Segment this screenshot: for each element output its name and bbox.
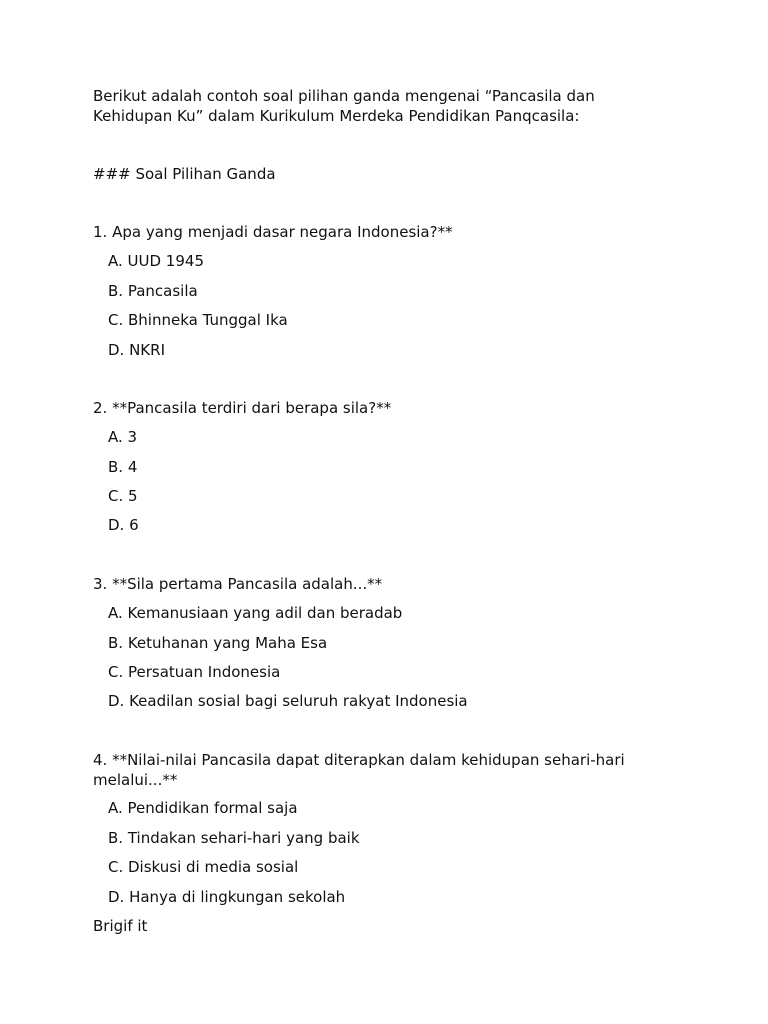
question-4-text: 4. **Nilai-nilai Pancasila dapat diterapkan dalam kehidupan sehari-hari melalui...** — [93, 751, 625, 789]
question-1-option-a: A. UUD 1945 — [108, 252, 204, 270]
question-1-option-c: C. Bhinneka Tunggal Ika — [108, 311, 288, 329]
question-4-option-d: D. Hanya di lingkungan sekolah — [108, 888, 346, 906]
question-4-option-c: C. Diskusi di media sosial — [108, 858, 299, 876]
question-3-option-b: B. Ketuhanan yang Maha Esa — [108, 634, 328, 652]
question-1-option-b: B. Pancasila — [108, 282, 198, 300]
intro-paragraph: Berikut adalah contoh soal pilihan ganda mengenai “Pancasila dan Kehidupan Ku” dalam Kurikulum Merdeka Pendidikan Panqcasila: — [93, 87, 595, 125]
question-4-option-a: A. Pendidikan formal saja — [108, 799, 298, 817]
question-1-option-d: D. NKRI — [108, 341, 165, 359]
footer-text: Brigif it — [93, 917, 148, 935]
question-1-text: 1. Apa yang menjadi dasar negara Indonesia?** — [93, 223, 453, 241]
question-2-option-a: A. 3 — [108, 428, 138, 446]
question-3-option-a: A. Kemanusiaan yang adil dan beradab — [108, 604, 403, 622]
question-2-option-d: D. 6 — [108, 516, 139, 534]
question-2-option-c: C. 5 — [108, 487, 138, 505]
question-3-text: 3. **Sila pertama Pancasila adalah...** — [93, 575, 383, 593]
question-2-text: 2. **Pancasila terdiri dari berapa sila?** — [93, 399, 392, 417]
question-2-option-b: B. 4 — [108, 458, 138, 476]
section-heading: ### Soal Pilihan Ganda — [93, 165, 276, 183]
question-3-option-d: D. Keadilan sosial bagi seluruh rakyat Indonesia — [108, 692, 468, 710]
question-3-option-c: C. Persatuan Indonesia — [108, 663, 281, 681]
question-4-option-b: B. Tindakan sehari-hari yang baik — [108, 829, 360, 847]
